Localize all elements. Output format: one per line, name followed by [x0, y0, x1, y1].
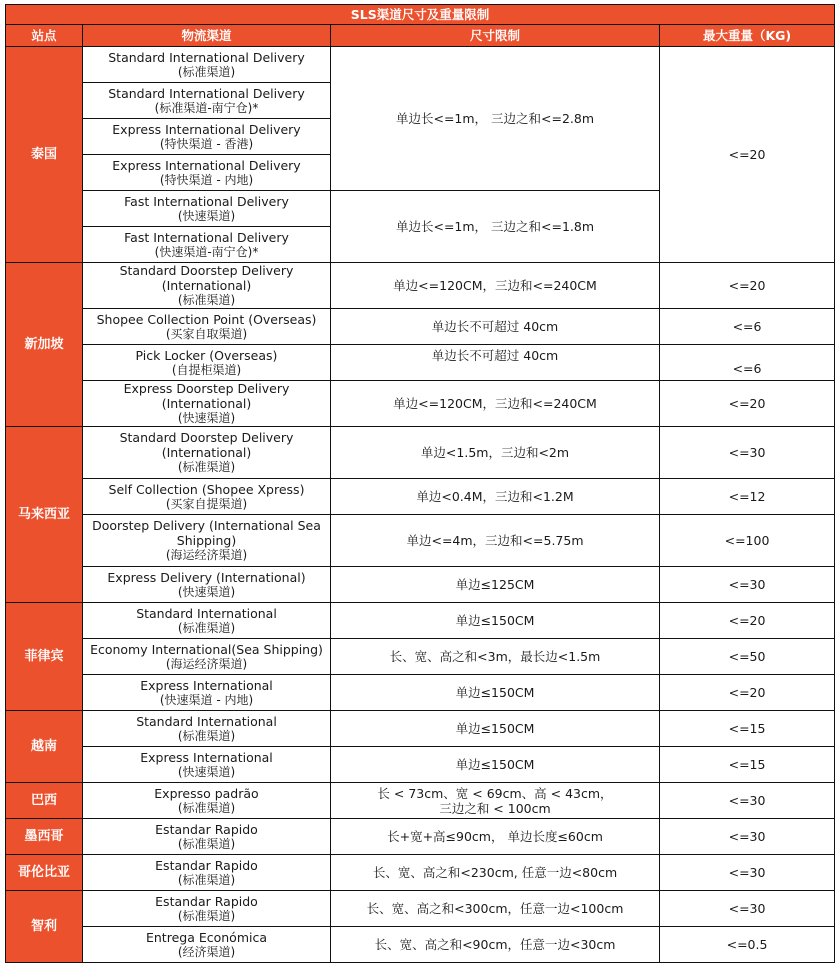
channel-cell: Expresso padrão (标准渠道): [83, 783, 331, 819]
max-weight-cell: <=20: [660, 675, 835, 711]
channel-cell: Pick Locker (Overseas) (自提柜渠道): [83, 345, 331, 381]
max-weight-cell: <=20: [660, 263, 835, 309]
header-channel: 物流渠道: [83, 25, 331, 47]
header-size-limit: 尺寸限制: [331, 25, 660, 47]
station-singapore: 新加坡: [6, 263, 83, 427]
table-row: [6, 603, 835, 639]
max-weight-cell: <=30: [660, 427, 835, 479]
channel-cell: Express International (快速渠道): [83, 747, 331, 783]
channel-cell: Express International Delivery (特快渠道 - 内地): [83, 155, 331, 191]
size-limit-cell: 单边<=120CM，三边和<=240CM: [331, 263, 660, 309]
channel-cell: Doorstep Delivery (International Sea Shipping) (海运经济渠道): [83, 515, 331, 567]
table-row: [6, 711, 835, 747]
table-row: [6, 639, 835, 675]
max-weight-cell: <=6: [660, 345, 835, 381]
station-brazil: 巴西: [6, 783, 83, 819]
size-limit-cell: 单边<=4m，三边和<=5.75m: [331, 515, 660, 567]
size-limit-cell: 长 < 73cm、宽 < 69cm、高 < 43cm， 三边之和 < 100cm: [331, 783, 660, 819]
table-row: [6, 309, 835, 345]
table-row: [6, 47, 835, 83]
table-row: [6, 819, 835, 855]
channel-cell: Fast International Delivery (快速渠道-南宁仓)*: [83, 227, 331, 263]
channel-cell: Standard Doorstep Delivery (International) (标准渠道): [83, 427, 331, 479]
table-header-row: [6, 25, 835, 47]
table-row: [6, 927, 835, 963]
max-weight-cell: <=30: [660, 891, 835, 927]
channel-cell: Estandar Rapido (标准渠道): [83, 891, 331, 927]
max-weight-cell: <=15: [660, 711, 835, 747]
table-row: [6, 345, 835, 381]
header-station: 站点: [6, 25, 83, 47]
size-limit-cell: 单边<0.4M，三边和<1.2M: [331, 479, 660, 515]
table-title-row: [6, 5, 835, 25]
table-row: [6, 567, 835, 603]
channel-cell: Fast International Delivery (快速渠道): [83, 191, 331, 227]
channel-cell: Economy International(Sea Shipping) (海运经济渠道): [83, 639, 331, 675]
table-row: [6, 747, 835, 783]
max-weight-cell: <=15: [660, 747, 835, 783]
channel-cell: Standard International (标准渠道): [83, 603, 331, 639]
channel-cell: Standard International Delivery (标准渠道-南宁仓)*: [83, 83, 331, 119]
max-weight-cell: <=30: [660, 819, 835, 855]
max-weight-cell: <=20: [660, 381, 835, 427]
table-row: [6, 783, 835, 819]
channel-cell: Estandar Rapido (标准渠道): [83, 819, 331, 855]
max-weight-cell: <=30: [660, 855, 835, 891]
max-weight-cell: <=30: [660, 783, 835, 819]
size-limit-cell: 单边≤150CM: [331, 711, 660, 747]
size-limit-cell: 单边≤150CM: [331, 747, 660, 783]
size-limit-cell: 单边长<=1m， 三边之和<=2.8m: [331, 47, 660, 191]
table-row: [6, 479, 835, 515]
size-limit-cell: 单边<1.5m，三边和<2m: [331, 427, 660, 479]
sls-size-weight-table: [5, 4, 835, 963]
channel-cell: Shopee Collection Point (Overseas) (买家自取渠道): [83, 309, 331, 345]
size-limit-cell: 单边长<=1m， 三边之和<=1.8m: [331, 191, 660, 263]
channel-cell: Estandar Rapido (标准渠道): [83, 855, 331, 891]
channel-cell: Standard International Delivery (标准渠道): [83, 47, 331, 83]
table-row: [6, 515, 835, 567]
size-limit-cell: 单边≤125CM: [331, 567, 660, 603]
max-weight-cell: <=6: [660, 309, 835, 345]
station-vietnam: 越南: [6, 711, 83, 783]
channel-cell: Standard International (标准渠道): [83, 711, 331, 747]
station-mexico: 墨西哥: [6, 819, 83, 855]
max-weight-cell: <=12: [660, 479, 835, 515]
size-limit-cell: 单边长不可超过 40cm: [331, 345, 660, 381]
table-row: [6, 381, 835, 427]
table-title: SLS渠道尺寸及重量限制: [6, 5, 835, 25]
station-chile: 智利: [6, 891, 83, 963]
max-weight-cell: <=0.5: [660, 927, 835, 963]
size-limit-cell: 长、宽、高之和<230cm, 任意一边<80cm: [331, 855, 660, 891]
table-row: [6, 675, 835, 711]
station-malaysia: 马来西亚: [6, 427, 83, 603]
station-philippines: 菲律宾: [6, 603, 83, 711]
channel-cell: Express Delivery (International) (快速渠道): [83, 567, 331, 603]
table-row: [6, 263, 835, 309]
size-limit-cell: 长、宽、高之和<90cm，任意一边<30cm: [331, 927, 660, 963]
channel-cell: Express International (快速渠道 - 内地): [83, 675, 331, 711]
channel-cell: Express International Delivery (特快渠道 - 香港): [83, 119, 331, 155]
max-weight-cell: <=30: [660, 567, 835, 603]
channel-cell: Self Collection (Shopee Xpress) (买家自提渠道): [83, 479, 331, 515]
table-row: [6, 427, 835, 479]
table-row: [6, 891, 835, 927]
size-limit-cell: 单边<=120CM，三边和<=240CM: [331, 381, 660, 427]
max-weight-cell: <=100: [660, 515, 835, 567]
channel-cell: Standard Doorstep Delivery (International) (标准渠道): [83, 263, 331, 309]
table-row: [6, 855, 835, 891]
station-colombia: 哥伦比亚: [6, 855, 83, 891]
header-max-weight: 最大重量（KG): [660, 25, 835, 47]
max-weight-cell: <=20: [660, 47, 835, 263]
size-limit-cell: 长、宽、高之和<300cm，任意一边<100cm: [331, 891, 660, 927]
max-weight-cell: <=20: [660, 603, 835, 639]
channel-cell: Entrega Económica (经济渠道): [83, 927, 331, 963]
size-limit-cell: 单边≤150CM: [331, 603, 660, 639]
station-thailand: 泰国: [6, 47, 83, 263]
max-weight-cell: <=50: [660, 639, 835, 675]
size-limit-cell: 长、宽、高之和<3m，最长边<1.5m: [331, 639, 660, 675]
size-limit-cell: 单边≤150CM: [331, 675, 660, 711]
size-limit-cell: 长+宽+高≤90cm， 单边长度≤60cm: [331, 819, 660, 855]
size-limit-cell: 单边长不可超过 40cm: [331, 309, 660, 345]
channel-cell: Express Doorstep Delivery (International) (快速渠道): [83, 381, 331, 427]
